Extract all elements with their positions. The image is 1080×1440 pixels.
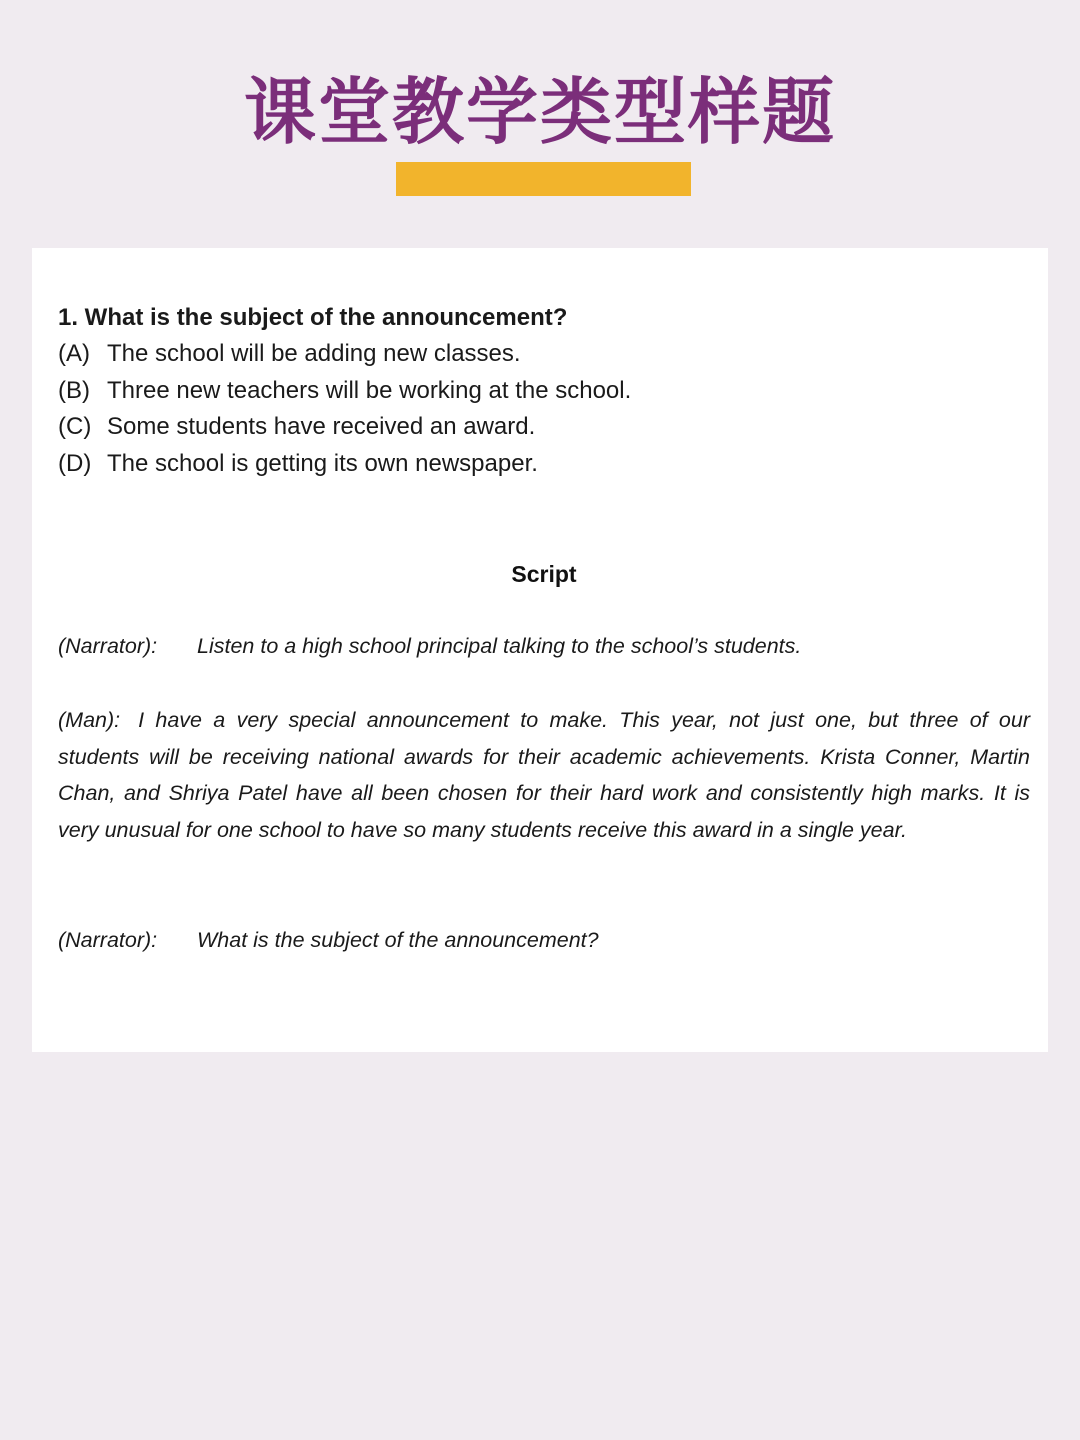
script-text: Listen to a high school principal talking to the school’s students. [197,634,802,658]
option-text: Some students have received an award. [107,413,536,441]
script-text: What is the subject of the announcement? [197,928,599,952]
script-heading: Script [511,561,577,587]
option-letter: (A) [58,340,90,367]
script-line-narrator-question [58,922,1030,959]
option-text: Three new teachers will be working at the school. [107,376,632,404]
speaker-label: (Narrator): [58,634,158,658]
option-d [58,446,1028,483]
title-accent-bar [396,162,691,196]
speaker-label: (Narrator): [58,928,158,952]
option-letter: (B) [58,376,90,404]
script-line-narrator-intro [58,628,1030,665]
content-card [32,248,1048,1052]
option-b [58,373,1028,410]
option-c [58,409,1028,446]
option-letter: (D) [58,450,92,478]
speaker-label: (Man): [58,708,121,732]
option-a [58,336,1028,373]
question-stem: 1. What is the subject of the announcement? [58,304,568,331]
script-line-man [58,702,1030,848]
option-text: The school will be adding new classes. [107,340,521,367]
question-block [58,300,1028,483]
option-letter: (C) [58,413,92,441]
page-title: 课堂教学类型样题 [243,70,836,154]
script-text: I have a very special announcement to make. This year, not just one, but three of our students will be receiving national awards for their academic achievements. Krista Conner, Martin Chan, and Shriya Patel have all been chosen for their hard work and consistently high marks. It is very unusual for one school to have so many students receive this award in a single year. [58,708,1030,842]
option-text: The school is getting its own newspaper. [107,450,538,478]
